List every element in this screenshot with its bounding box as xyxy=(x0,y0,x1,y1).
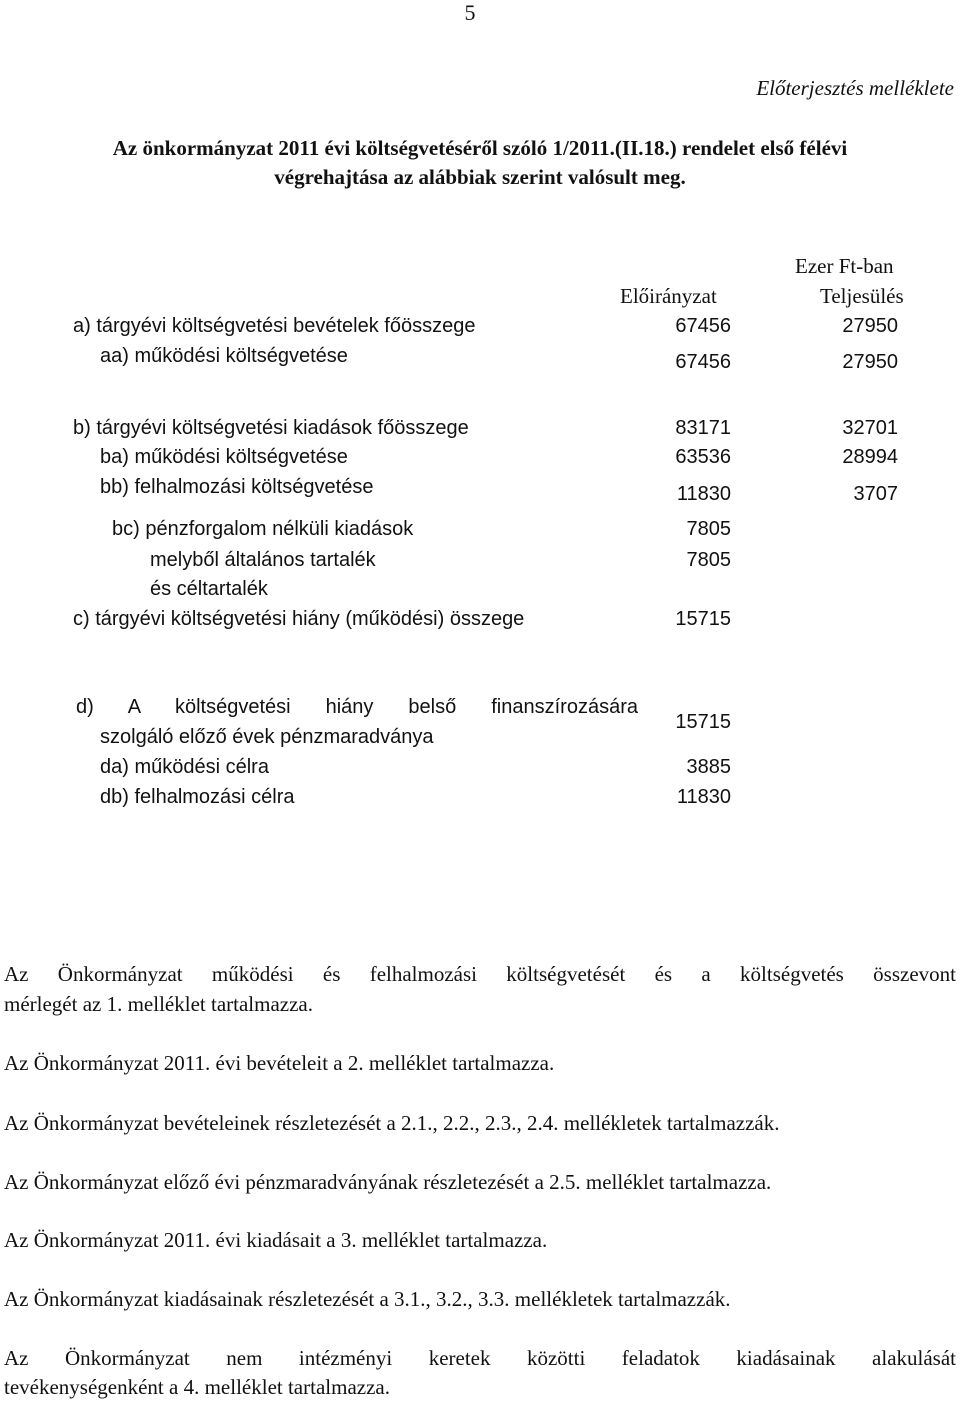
paragraph: Az Önkormányzat bevételeinek részletezését a 2.1., 2.2., 2.3., 2.4. mellékletek tartalmazzák. xyxy=(4,1111,780,1135)
row-label: c) tárgyévi költségvetési hiány (működési) összege xyxy=(73,608,525,630)
row-plan-value: 7805 xyxy=(686,518,731,540)
row-label: db) felhalmozási célra xyxy=(100,786,295,808)
paragraph: Az Önkormányzat kiadásainak részletezését a 3.1., 3.2., 3.3. mellékletek tartalmazzák. xyxy=(4,1287,731,1311)
row-actual-value: 3707 xyxy=(853,483,898,505)
row-label: a) tárgyévi költségvetési bevételek főösszege xyxy=(73,315,476,337)
document-title-line-1: Az önkormányzat 2011 évi költségvetéséről szóló 1/2011.(II.18.) rendelet első félévi xyxy=(112,136,848,160)
row-actual-value: 27950 xyxy=(842,351,898,373)
row-plan-value: 11830 xyxy=(676,483,731,505)
currency-unit-label: Ezer Ft-ban xyxy=(795,254,894,278)
row-plan-value: 11830 xyxy=(676,786,731,808)
row-label-continued: szolgáló előző évek pénzmaradványa xyxy=(100,726,434,748)
row-plan-value: 63536 xyxy=(675,446,731,468)
column-header-plan: Előirányzat xyxy=(620,284,717,308)
paragraph: Az Önkormányzat 2011. évi bevételeit a 2. melléklet tartalmazza. xyxy=(4,1051,555,1075)
paragraph-line: Az Önkormányzat nem intézményi keretek közötti feladatok kiadásainak alakulását xyxy=(4,1346,956,1370)
row-plan-value: 15715 xyxy=(675,608,731,630)
row-label: melyből általános tartalék xyxy=(150,549,376,571)
row-label: aa) működési költségvetése xyxy=(100,345,348,367)
row-plan-value: 3885 xyxy=(686,756,731,778)
row-label: bb) felhalmozási költségvetése xyxy=(100,476,374,498)
row-label: és céltartalék xyxy=(150,578,268,600)
row-plan-value: 67456 xyxy=(675,351,731,373)
paragraph-line: tevékenységenként a 4. melléklet tartalmazza. xyxy=(4,1375,390,1399)
row-plan-value: 15715 xyxy=(675,711,731,733)
row-plan-value: 83171 xyxy=(675,417,731,439)
paragraph: Az Önkormányzat előző évi pénzmaradványának részletezését a 2.5. melléklet tartalmazza. xyxy=(4,1170,772,1194)
row-actual-value: 27950 xyxy=(842,315,898,337)
paragraph: Az Önkormányzat 2011. évi kiadásait a 3. melléklet tartalmazza. xyxy=(4,1228,548,1252)
row-label: d) A költségvetési hiány belső finanszírozására xyxy=(76,696,638,718)
row-actual-value: 32701 xyxy=(842,417,898,439)
paragraph-line: Az Önkormányzat működési és felhalmozási költségvetését és a költségvetés összevont xyxy=(4,962,956,986)
page-number: 5 xyxy=(464,0,476,25)
row-label: b) tárgyévi költségvetési kiadások főösszege xyxy=(73,417,469,439)
row-plan-value: 7805 xyxy=(686,549,731,571)
paragraph-line: mérlegét az 1. melléklet tartalmazza. xyxy=(4,992,313,1016)
column-header-actual: Teljesülés xyxy=(820,284,904,308)
row-plan-value: 67456 xyxy=(675,315,731,337)
row-actual-value: 28994 xyxy=(842,446,898,468)
document-title-line-2: végrehajtása az alábbiak szerint valósult meg. xyxy=(274,165,686,189)
annex-note: Előterjesztés melléklete xyxy=(756,76,954,100)
row-label: ba) működési költségvetése xyxy=(100,446,348,468)
row-label: bc) pénzforgalom nélküli kiadások xyxy=(112,518,414,540)
row-label: da) működési célra xyxy=(100,756,269,778)
